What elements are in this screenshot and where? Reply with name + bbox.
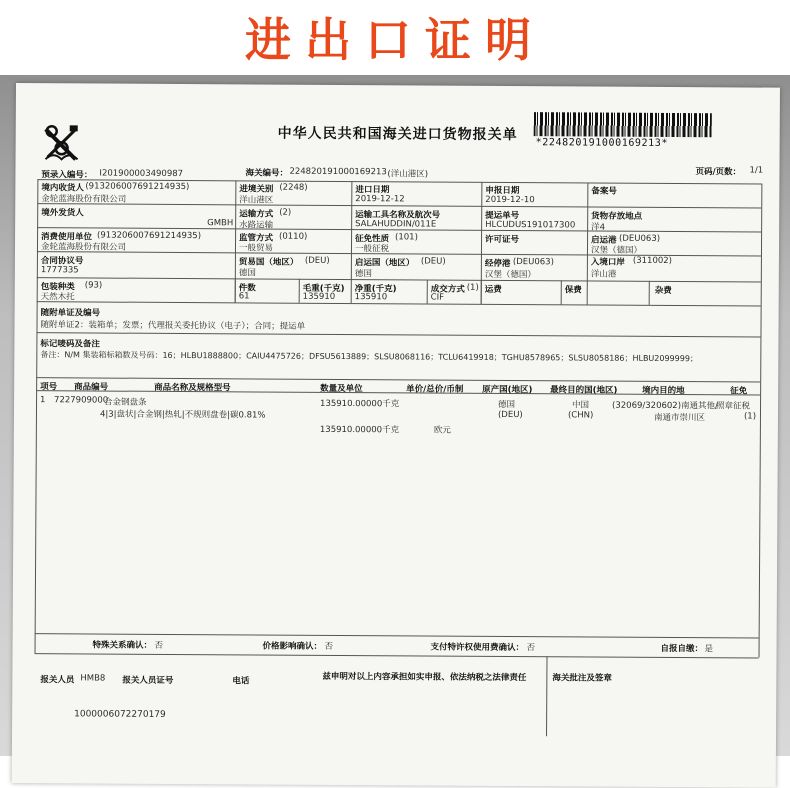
col-header-destination: 最终目的国(地区) bbox=[550, 385, 618, 396]
supervision-code: (0110) bbox=[279, 231, 308, 242]
goods-hs-code: 7227909000 bbox=[54, 395, 109, 406]
contract-value: 1777335 bbox=[40, 265, 79, 276]
col-header-item: 项号 bbox=[40, 382, 58, 393]
special-relation-label: 特殊关系确认： bbox=[92, 640, 153, 651]
banner-area bbox=[0, 0, 790, 75]
transit-port-code: (DEU063) bbox=[512, 257, 554, 268]
bill-of-lading-label: 提运单号 bbox=[485, 210, 520, 222]
transport-label: 运输方式 bbox=[239, 209, 274, 220]
marks-label: 标记唛码及备注 bbox=[40, 339, 100, 350]
goods-levy-code: (1) bbox=[743, 411, 757, 422]
price-effect-label: 价格影响确认： bbox=[262, 641, 323, 652]
departure-port-value: 汉堡（德国） bbox=[590, 245, 643, 256]
row-divider bbox=[37, 277, 761, 282]
package-code: (93) bbox=[84, 280, 103, 291]
entry-port-value: 洋山港 bbox=[590, 269, 617, 280]
goods-quantity-2: 135910.00000千克 bbox=[319, 424, 400, 436]
col-divider bbox=[587, 182, 589, 304]
goods-origin-code: (DEU) bbox=[497, 409, 523, 421]
col-divider bbox=[546, 656, 547, 736]
supervision-value: 一般贸易 bbox=[238, 243, 274, 254]
net-weight-value: 135910 bbox=[354, 292, 388, 303]
goods-domestic-dest-1: (32069/320602)南通其他/ bbox=[612, 400, 718, 412]
attached-docs-value: 随附单证2：装箱单；发票；代理报关委托协议（电子）；合同；提运单 bbox=[40, 320, 306, 332]
entry-port-code: (311002) bbox=[632, 255, 673, 267]
pieces-label: 件数 bbox=[238, 283, 256, 294]
shipper-value: GMBH bbox=[207, 218, 234, 229]
col-divider bbox=[235, 278, 236, 302]
transport-code: (2) bbox=[279, 207, 292, 218]
declarant-label: 报关人员 bbox=[40, 675, 75, 686]
levy-nature-value: 一般征税 bbox=[354, 244, 390, 255]
shipper-label: 境外发货人 bbox=[41, 208, 84, 219]
storage-value: 洋4 bbox=[591, 222, 606, 233]
storage-label: 货物存放地点 bbox=[591, 211, 643, 222]
royalty-value: 否 bbox=[526, 643, 536, 654]
origin-country-value: 德国 bbox=[354, 269, 372, 280]
transit-port-value: 汉堡（德国） bbox=[484, 269, 536, 281]
vessel-value: SALAHUDDIN/011E bbox=[355, 219, 437, 230]
goods-item-number: 1 bbox=[40, 395, 46, 406]
row-divider bbox=[35, 653, 759, 658]
license-label: 许可证号 bbox=[485, 234, 520, 246]
declare-date-label: 申报日期 bbox=[485, 185, 520, 197]
special-relation-value: 否 bbox=[154, 640, 164, 651]
pre-entry-number: I201900003490987 bbox=[99, 168, 184, 180]
col-divider bbox=[299, 279, 300, 303]
goods-quantity-1: 135910.00000千克 bbox=[320, 398, 400, 410]
customs-number: 224820191000169213 bbox=[289, 166, 387, 178]
col-divider bbox=[481, 280, 482, 304]
col-header-origin: 原产国(地区) bbox=[482, 384, 533, 396]
goods-dest-code: (CHN) bbox=[567, 410, 594, 421]
goods-domestic-dest-2: 南通市崇川区 bbox=[653, 412, 706, 424]
terms-value: CIF bbox=[430, 292, 445, 303]
attached-docs-label: 随附单证及编号 bbox=[40, 308, 101, 319]
import-date-label: 进口日期 bbox=[355, 185, 390, 196]
consumer-code: (913206007691214935) bbox=[97, 230, 202, 242]
entry-office-value: 洋山港区 bbox=[239, 195, 274, 206]
col-header-quantity: 数量及单位 bbox=[320, 383, 363, 395]
company-code: 1000006072270179 bbox=[74, 709, 166, 720]
contract-label: 合同协议号 bbox=[40, 256, 84, 267]
self-pay-label: 自报自缴： bbox=[660, 643, 704, 655]
port-note: (洋山港区) bbox=[387, 169, 429, 180]
consignee-code: (913206007691214935) bbox=[85, 181, 190, 193]
royalty-label: 支付特许权使用费确认： bbox=[430, 642, 525, 654]
page-label: 页码/页数： bbox=[695, 167, 742, 178]
origin-country-code: (DEU) bbox=[420, 256, 446, 267]
consumer-name: 金轮蓝海股份有限公司 bbox=[40, 242, 127, 253]
barcode bbox=[534, 112, 712, 137]
departure-port-label: 启运港 bbox=[591, 235, 617, 246]
customs-emblem-icon bbox=[39, 121, 83, 165]
goods-spec: 4|3|盘状|合金钢|热轧|不规则盘卷|碳0.81% bbox=[99, 409, 266, 421]
bill-of-lading-value: HLCUDUS191017300 bbox=[485, 219, 576, 231]
net-weight-label: 净重(千克) bbox=[354, 284, 397, 295]
freight-label: 运费 bbox=[484, 284, 502, 295]
consignee-name: 金轮蓝海股份有限公司 bbox=[41, 194, 127, 205]
entry-port-label: 入境口岸 bbox=[590, 257, 625, 268]
col-header-price: 单价/总价/币制 bbox=[406, 384, 464, 395]
row-divider bbox=[37, 301, 761, 306]
col-header-hs-code: 商品编号 bbox=[74, 382, 109, 393]
consignee-label: 境内收货人 bbox=[41, 183, 84, 194]
declaration-statement: 兹申明对以上内容承担如实申报、依法纳税之法律责任 bbox=[322, 671, 527, 684]
misc-fee-label: 杂费 bbox=[654, 285, 672, 297]
form-left-border bbox=[35, 179, 39, 653]
pieces-value: 61 bbox=[238, 291, 250, 302]
terms-label: 成交方式 bbox=[430, 284, 465, 295]
package-label: 包装种类 bbox=[40, 282, 75, 293]
col-divider bbox=[427, 280, 428, 304]
levy-nature-code: (101) bbox=[395, 232, 418, 243]
page-value: 1/1 bbox=[749, 165, 764, 176]
terms-code: (1) bbox=[466, 282, 479, 293]
supervision-label: 监管方式 bbox=[239, 233, 274, 244]
col-divider bbox=[561, 280, 562, 304]
customs-number-label: 海关编号： bbox=[245, 168, 288, 179]
declarant-value: HMB8 bbox=[80, 673, 106, 684]
banner-title: 进出口证明 bbox=[245, 13, 545, 67]
price-effect-value: 否 bbox=[324, 641, 334, 652]
customs-declaration-form bbox=[12, 83, 780, 788]
pre-entry-label: 预录入编号： bbox=[41, 170, 93, 181]
goods-origin: 德国 bbox=[498, 399, 516, 411]
row-divider bbox=[35, 633, 759, 638]
goods-levy: 照章征税 bbox=[716, 401, 751, 412]
trade-country-code: (DEU) bbox=[304, 255, 330, 266]
import-date-value: 2019-12-12 bbox=[355, 194, 405, 205]
goods-dest-country: 中国 bbox=[572, 400, 590, 411]
barcode-number: *224820191000169213* bbox=[535, 137, 669, 149]
record-number-label: 备案号 bbox=[591, 186, 617, 197]
trade-country-label: 贸易国（地区） bbox=[238, 257, 299, 268]
col-divider bbox=[351, 181, 353, 303]
consumer-label: 消费使用单位 bbox=[41, 232, 93, 243]
col-header-name-spec: 商品名称及规格型号 bbox=[154, 382, 231, 394]
declare-date-value: 2019-12-10 bbox=[485, 194, 535, 206]
origin-country-label: 启运国（地区） bbox=[354, 258, 415, 269]
declarant-cert-label: 报关人员证号 bbox=[122, 675, 174, 686]
marks-remarks: 备注：N/M 集装箱标箱数及号码：16；HLBU1888800；CAIU4475726；DFSU5613889；SLSU8068116；TCLU6419918；TGHU8578965；SLSU8058186；HLBU2099999； bbox=[40, 350, 698, 364]
package-value: 天然木托 bbox=[40, 292, 75, 303]
col-divider bbox=[649, 281, 650, 305]
customs-note-label: 海关批注及签章 bbox=[552, 673, 612, 684]
trade-country-value: 德国 bbox=[238, 268, 256, 279]
gross-weight-value: 135910 bbox=[302, 291, 336, 302]
levy-nature-label: 征免性质 bbox=[355, 234, 390, 245]
phone-label: 电话 bbox=[232, 676, 250, 687]
self-pay-value: 是 bbox=[704, 644, 714, 655]
departure-port-code: (DEU063) bbox=[619, 233, 661, 244]
transport-value: 水路运输 bbox=[239, 220, 274, 231]
goods-currency: 欧元 bbox=[433, 425, 451, 436]
row-divider bbox=[36, 332, 760, 337]
col-header-levy: 征免 bbox=[730, 386, 748, 397]
insurance-label: 保费 bbox=[564, 285, 582, 296]
entry-office-code: (2248) bbox=[279, 182, 308, 193]
entry-office-label: 进境关别 bbox=[239, 184, 274, 195]
document-title: 中华人民共和国海关进口货物报关单 bbox=[277, 125, 518, 144]
col-header-domestic-dest: 境内目的地 bbox=[642, 385, 685, 397]
transit-port-label: 经停港 bbox=[484, 258, 511, 270]
row-divider bbox=[36, 377, 760, 382]
gross-weight-label: 毛重(千克) bbox=[302, 283, 345, 295]
goods-name: 合金钢盘条 bbox=[104, 397, 147, 408]
vessel-label: 运输工具名称及航次号 bbox=[355, 210, 441, 221]
